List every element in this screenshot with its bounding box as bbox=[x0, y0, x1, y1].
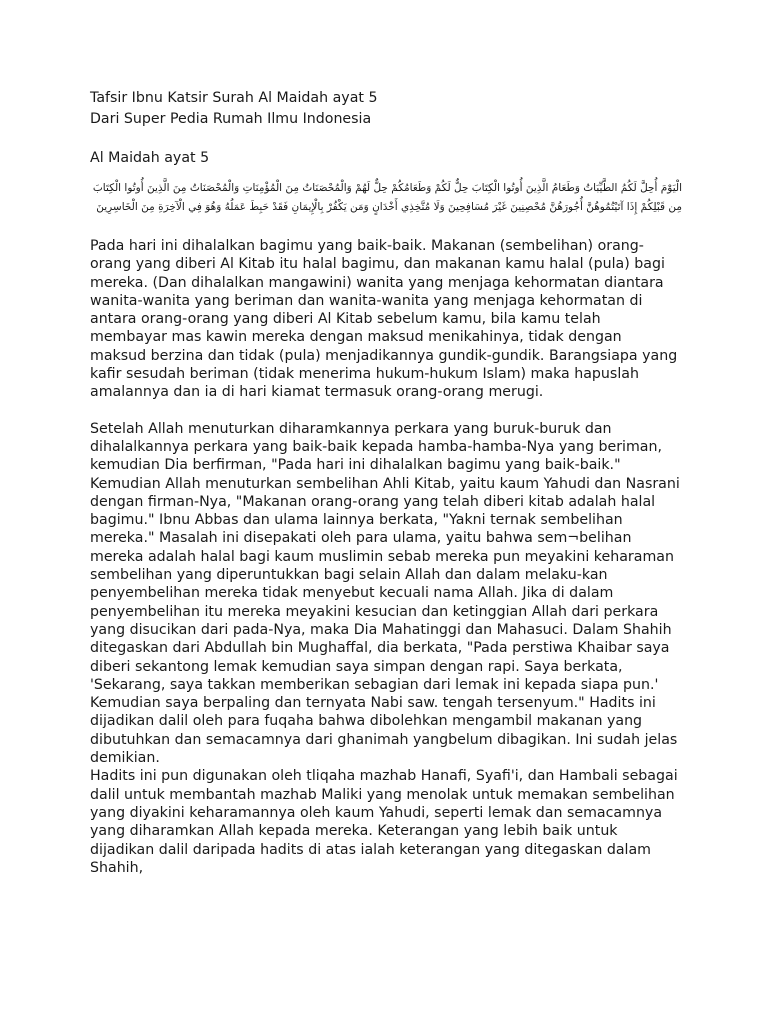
document-title: Tafsir Ibnu Katsir Surah Al Maidah ayat 5 bbox=[90, 90, 378, 106]
title-block bbox=[90, 88, 680, 130]
document-source: Dari Super Pedia Rumah Ilmu Indonesia bbox=[90, 111, 372, 127]
tafsir-paragraph-1: Setelah Allah menuturkan diharamkannya perkara yang buruk-buruk dan dihalalkannya perkara yang baik-baik kepada hamba-hamba-Nya yang beriman, kemudian Dia berfirman, "Pada hari ini dihalalkan bagimu yang baik-baik." Kemudian Allah menuturkan sembelihan Ahli Kitab, yaitu kaum Yahudi dan Nasrani dengan firman-Nya, "Makanan orang-orang yang telah diberi kitab adalah halal bagimu." Ibnu Abbas dan ulama lainnya berkata, "Yakni ternak sembelihan mereka." Masalah ini disepakati oleh para ulama, yaitu bahwa sem¬belihan mereka adalah halal bagi kaum muslimin sebab mereka pun meyakini keharaman sembelihan yang diperuntukkan bagi selain Allah dan dalam melaku-kan penyembelihan mereka tidak menyebut kecuali nama Allah. Jika di dalam penyembelihan itu mereka meyakini kesucian dan ketinggian Allah dari perkara yang disucikan dari pada-Nya, maka Dia Mahatinggi dan Mahasuci. Dalam Shahih ditegaskan dari Abdullah bin Mughaffal, dia berkata, "Pada perstiwa Khaibar saya diberi sekantong lemak kemudian saya simpan dengan rapi. Saya berkata, 'Sekarang, saya takkan memberikan sebagian dari lemak ini kepada siapa pun.' Kemudian saya berpaling dan ternyata Nabi saw. tengah tersenyum." Hadits ini dijadikan dalil oleh para fuqaha bahwa dibolehkan mengambil makanan yang dibutuhkan dan semacamnya dari ghanimah yangbelum dibagikan. Ini sudah jelas demikian. bbox=[90, 420, 680, 767]
arabic-verse: الْيَوْمَ أُحِلَّ لَكُمُ الطَّيِّبَاتُ وَطَعَامُ الَّذِينَ أُوتُوا الْكِتَابَ حِلٌّ لَكُمْ وَطَعَامُكُمْ حِلٌّ لَهُمْ وَالْمُحْصَنَاتُ مِنَ الْمُؤْمِنَاتِ وَالْمُحْصَنَاتُ مِنَ الَّذِينَ أُوتُوا الْكِتَابَ مِن قَبْلِكُمْ إِذَا آتَيْتُمُوهُنَّ أُجُورَهُنَّ مُحْصِنِينَ غَيْرَ مُسَافِحِينَ وَلَا مُتَّخِذِي أَخْدَانٍ وَمَن يَكْفُرْ بِالْإِيمَانِ فَقَدْ حَبِطَ عَمَلُهُ وَهُوَ فِي الْآخِرَةِ مِنَ الْخَاسِرِينَ bbox=[92, 182, 682, 213]
translation-paragraph: Pada hari ini dihalalkan bagimu yang baik-baik. Makanan (sembelihan) orang-orang yang diberi Al Kitab itu halal bagimu, dan makanan kamu halal (pula) bagi mereka. (Dan dihalalkan mangawini) wanita yang menjaga kehormatan diantara wanita-wanita yang beriman dan wanita-wanita yang menjaga kehormatan di antara orang-orang yang diberi Al Kitab sebelum kamu, bila kamu telah membayar mas kawin mereka dengan maksud menikahinya, tidak dengan maksud berzina dan tidak (pula) menjadikannya gundik-gundik. Barangsiapa yang kafir sesudah beriman (tidak menerima hukum-hukum Islam) maka hapuslah amalannya dan ia di hari kiamat termasuk orang-orang merugi. bbox=[90, 238, 678, 401]
tafsir-paragraph-2: Hadits ini pun digunakan oleh tliqaha mazhab Hanafi, Syafi'i, dan Hambali sebagai dalil untuk membantah mazhab Maliki yang menolak untuk memakan sembelihan yang diyakini keharamannya oleh kaum Yahudi, seperti lemak dan semacamnya yang diharamkan Allah kepada mereka. Keterangan yang lebih baik untuk dijadikan dalil daripada hadits di atas ialah keterangan yang ditegaskan dalam Shahih, bbox=[90, 768, 678, 876]
ayat-heading: Al Maidah ayat 5 bbox=[90, 150, 210, 166]
